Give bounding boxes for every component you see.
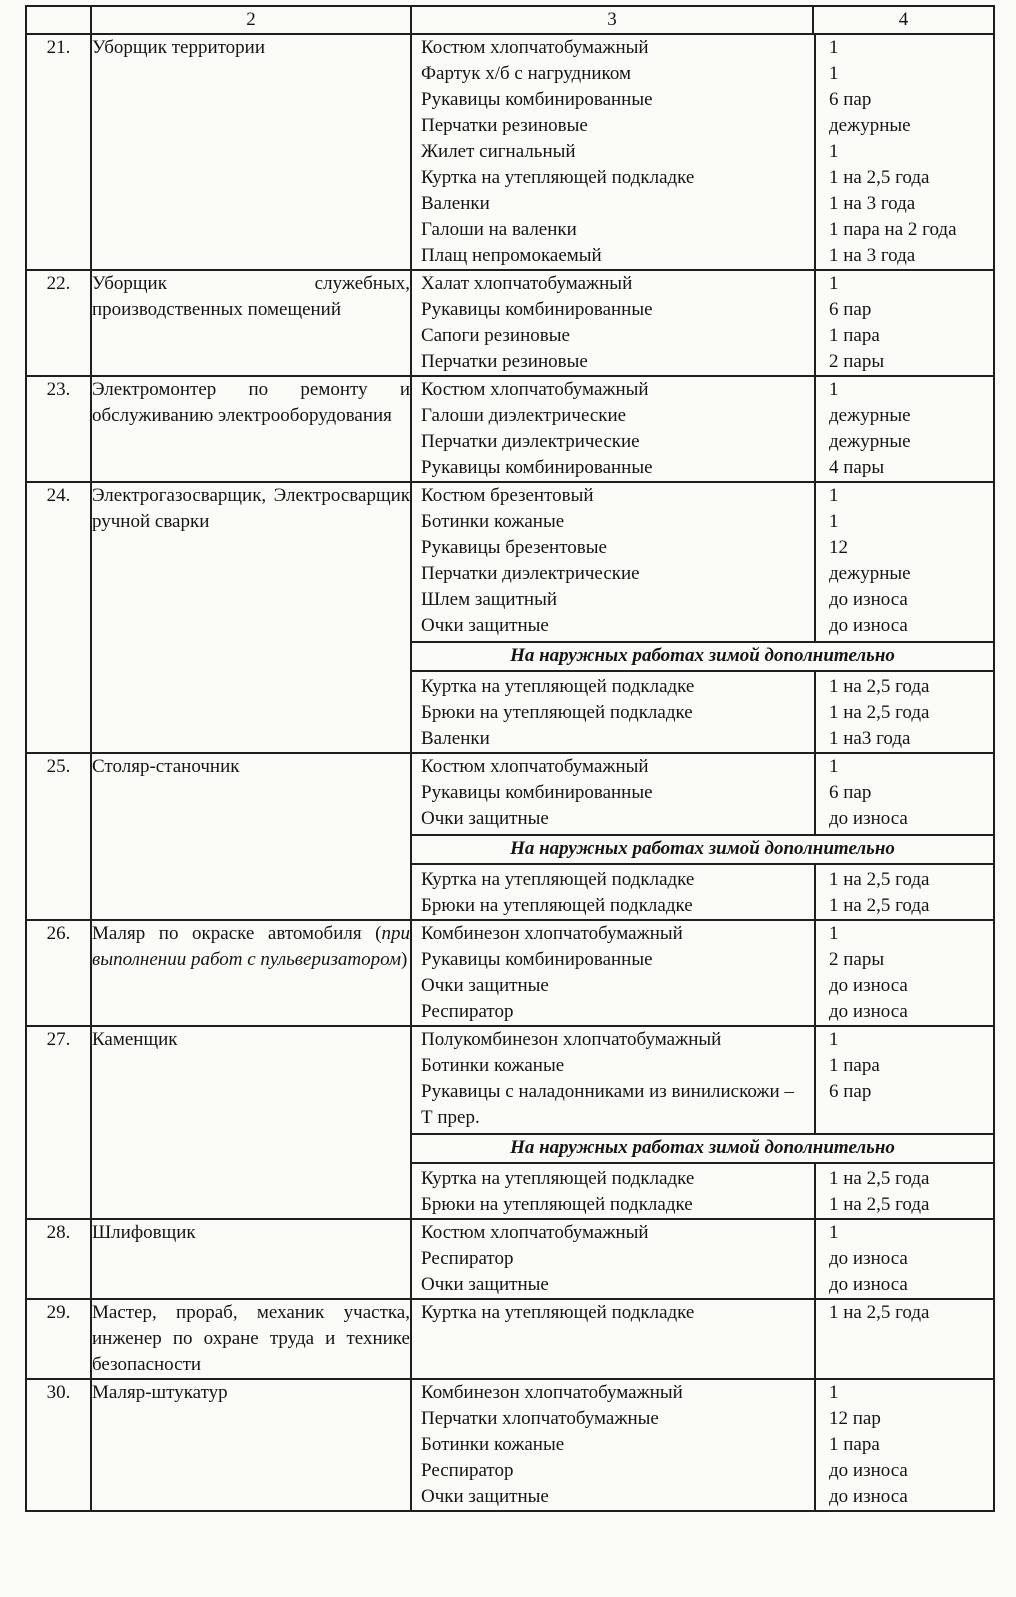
item-norm: 1 <box>829 1222 839 1243</box>
item-name: Галоши диэлектрические <box>421 405 627 426</box>
item-name: Шлем защитный <box>421 589 557 610</box>
item-row <box>412 947 993 973</box>
item-row <box>412 483 993 509</box>
item-row <box>412 349 993 375</box>
item-norm: 1 на 2,5 года <box>829 895 930 916</box>
item-row <box>412 35 993 61</box>
item-name: Ботинки кожаные <box>421 1434 565 1455</box>
item-row <box>412 754 993 780</box>
item-name: Плащ непромокаемый <box>421 245 602 266</box>
item-norm: 1 <box>829 63 839 84</box>
table-row <box>26 376 994 482</box>
item-name: Перчатки хлопчатобумажные <box>421 1408 659 1429</box>
item-norm: 12 <box>829 537 848 558</box>
item-name: Рукавицы комбинированные <box>421 457 653 478</box>
items-cell <box>411 270 994 376</box>
item-name: Брюки на утепляющей подкладке <box>421 1194 693 1215</box>
item-name: Ботинки кожаные <box>421 1055 565 1076</box>
item-name: Куртка на утепляющей подкладке <box>421 676 695 697</box>
item-row <box>412 113 993 139</box>
profession-cell <box>91 482 411 753</box>
item-row <box>412 139 993 165</box>
item-row <box>412 1192 993 1218</box>
table-body <box>26 34 994 1511</box>
item-name: Жилет сигнальный <box>421 141 576 162</box>
item-norm: до износа <box>829 1486 908 1507</box>
item-row <box>412 806 993 832</box>
items-cell <box>411 1299 994 1379</box>
profession-text: Электрогазосварщик, Электросварщик ручной сварки <box>92 485 410 532</box>
header-col-1 <box>26 6 91 34</box>
item-norm: до износа <box>829 615 908 636</box>
item-norm: 1 <box>829 141 839 162</box>
table-row <box>26 920 994 1026</box>
table-row <box>26 482 994 753</box>
item-row <box>412 1027 993 1053</box>
item-row <box>412 1166 993 1192</box>
item-norm: до износа <box>829 589 908 610</box>
table-row <box>26 1379 994 1511</box>
item-row <box>412 297 993 323</box>
profession-cell <box>91 1379 411 1511</box>
item-name: Валенки <box>421 193 490 214</box>
item-norm: до износа <box>829 1248 908 1269</box>
item-row <box>412 867 993 893</box>
row-number: 22. <box>26 270 91 376</box>
profession-cell <box>91 753 411 920</box>
item-norm: до износа <box>829 975 908 996</box>
item-norm: 1 <box>829 379 839 400</box>
item-name: Очки защитные <box>421 1486 549 1507</box>
item-norm: 2 пары <box>829 351 885 372</box>
item-norm: 1 на 2,5 года <box>829 1302 930 1323</box>
row-number: 30. <box>26 1379 91 1511</box>
header-col-3: 3 <box>411 6 813 34</box>
item-name: Рукавицы комбинированные <box>421 949 653 970</box>
item-row <box>412 217 993 243</box>
item-name: Куртка на утепляющей подкладке <box>421 167 695 188</box>
table-row <box>26 753 994 920</box>
item-row <box>412 1053 993 1079</box>
item-name: Рукавицы комбинированные <box>421 299 653 320</box>
item-norm: 1 на3 года <box>829 728 911 749</box>
item-name: Костюм хлопчатобумажный <box>421 1222 649 1243</box>
items-cell <box>411 753 994 920</box>
winter-additional-note: На наружных работах зимой дополнительно <box>412 641 993 672</box>
item-norm: до износа <box>829 808 908 829</box>
item-name: Респиратор <box>421 1460 514 1481</box>
item-norm: 1 <box>829 511 839 532</box>
item-name: Респиратор <box>421 1248 514 1269</box>
row-number: 29. <box>26 1299 91 1379</box>
items-cell <box>411 1379 994 1511</box>
item-name: Очки защитные <box>421 808 549 829</box>
item-norm: 1 на 3 года <box>829 193 916 214</box>
item-row <box>412 191 993 217</box>
item-norm: 1 <box>829 37 839 58</box>
winter-additional-note: На наружных работах зимой дополнительно <box>412 1133 993 1164</box>
item-row <box>412 1406 993 1432</box>
item-row <box>412 1484 993 1510</box>
item-row <box>412 674 993 700</box>
item-row <box>412 1432 993 1458</box>
item-row <box>412 165 993 191</box>
profession-text: Уборщик территории <box>92 37 265 58</box>
item-norm: 2 пары <box>829 949 885 970</box>
row-number: 26. <box>26 920 91 1026</box>
item-norm: 12 пар <box>829 1408 881 1429</box>
items-cell <box>411 34 994 270</box>
item-row <box>412 403 993 429</box>
items-cell <box>411 1219 994 1299</box>
item-name: Халат хлопчатобумажный <box>421 273 633 294</box>
item-row <box>412 726 993 752</box>
item-norm: 1 <box>829 923 839 944</box>
item-norm: 1 пара <box>829 1434 880 1455</box>
item-name: Комбинезон хлопчатобумажный <box>421 1382 683 1403</box>
item-row <box>412 613 993 639</box>
item-norm: 1 <box>829 485 839 506</box>
header-col-2: 2 <box>91 6 411 34</box>
profession-text: Мастер, прораб, механик участка, инженер по охране труда и технике безопасности <box>92 1302 410 1375</box>
item-name: Рукавицы брезентовые <box>421 537 607 558</box>
item-name: Рукавицы комбинированные <box>421 782 653 803</box>
table-row <box>26 1026 994 1219</box>
items-cell <box>411 376 994 482</box>
item-norm: 4 пары <box>829 457 885 478</box>
item-name: Костюм хлопчатобумажный <box>421 37 649 58</box>
item-norm: 6 пар <box>829 782 872 803</box>
item-name: Перчатки диэлектрические <box>421 563 640 584</box>
item-norm: дежурные <box>829 563 911 584</box>
item-row <box>412 973 993 999</box>
item-norm: 1 пара на 2 года <box>829 219 957 240</box>
profession-cell <box>91 270 411 376</box>
item-norm: 1 на 3 года <box>829 245 916 266</box>
item-name: Костюм хлопчатобумажный <box>421 379 649 400</box>
profession-cell <box>91 1299 411 1379</box>
item-norm: 1 на 2,5 года <box>829 1194 930 1215</box>
items-cell <box>411 482 994 753</box>
item-row <box>412 893 993 919</box>
table-row <box>26 270 994 376</box>
item-name: Перчатки резиновые <box>421 351 588 372</box>
table-row <box>26 1219 994 1299</box>
item-name: Брюки на утепляющей подкладке <box>421 895 693 916</box>
item-row <box>412 1246 993 1272</box>
item-name: Полукомбинезон хлопчатобумажный <box>421 1029 722 1050</box>
item-norm: 1 пара <box>829 325 880 346</box>
item-row <box>412 455 993 481</box>
item-norm: 1 <box>829 273 839 294</box>
profession-cell <box>91 34 411 270</box>
item-norm: до износа <box>829 1274 908 1295</box>
header-col-4: 4 <box>813 6 994 34</box>
item-name: Респиратор <box>421 1001 514 1022</box>
item-norm: дежурные <box>829 115 911 136</box>
item-row <box>412 509 993 535</box>
item-norm: 6 пар <box>829 1081 872 1102</box>
profession-text: Маляр по окраске автомобиля ( <box>92 923 382 944</box>
row-number: 27. <box>26 1026 91 1219</box>
item-row <box>412 1300 993 1326</box>
row-number: 23. <box>26 376 91 482</box>
item-norm: 6 пар <box>829 89 872 110</box>
item-row <box>412 587 993 613</box>
item-name: Куртка на утепляющей подкладке <box>421 1168 695 1189</box>
item-norm: до износа <box>829 1460 908 1481</box>
profession-text: ) <box>401 949 408 970</box>
item-name: Очки защитные <box>421 1274 549 1295</box>
item-norm: 6 пар <box>829 299 872 320</box>
item-row <box>412 1272 993 1298</box>
row-number: 21. <box>26 34 91 270</box>
item-norm: 1 на 2,5 года <box>829 676 930 697</box>
item-name: Перчатки резиновые <box>421 115 588 136</box>
item-name: Рукавицы комбинированные <box>421 89 653 110</box>
item-name: Комбинезон хлопчатобумажный <box>421 923 683 944</box>
item-norm: дежурные <box>829 405 911 426</box>
item-name: Рукавицы с наладонниками из винилискожи – Т прер. <box>421 1081 794 1128</box>
item-row <box>412 921 993 947</box>
item-norm: 1 пара <box>829 1055 880 1076</box>
item-name: Костюм брезентовый <box>421 485 594 506</box>
item-norm: до износа <box>829 1001 908 1022</box>
item-row <box>412 87 993 113</box>
table-row <box>26 1299 994 1379</box>
item-norm: 1 <box>829 756 839 777</box>
item-norm: дежурные <box>829 431 911 452</box>
item-norm: 1 на 2,5 года <box>829 869 930 890</box>
items-cell <box>411 920 994 1026</box>
item-name: Очки защитные <box>421 615 549 636</box>
item-row <box>412 535 993 561</box>
items-cell <box>411 1026 994 1219</box>
item-row <box>412 1220 993 1246</box>
item-name: Куртка на утепляющей подкладке <box>421 869 695 890</box>
profession-text: Шлифовщик <box>92 1222 196 1243</box>
item-name: Валенки <box>421 728 490 749</box>
item-name: Костюм хлопчатобумажный <box>421 756 649 777</box>
profession-cell <box>91 1026 411 1219</box>
profession-text: Столяр-станочник <box>92 756 240 777</box>
item-norm: 1 на 2,5 года <box>829 167 930 188</box>
profession-text-italic: при выполнении работ с пульверизатором <box>92 923 410 970</box>
ppe-norms-table <box>25 5 995 1512</box>
item-row <box>412 429 993 455</box>
row-number: 24. <box>26 482 91 753</box>
row-number: 25. <box>26 753 91 920</box>
table-header-row <box>26 6 994 34</box>
item-name: Фартук х/б с нагрудником <box>421 63 631 84</box>
winter-additional-note: На наружных работах зимой дополнительно <box>412 834 993 865</box>
item-row <box>412 999 993 1025</box>
item-row <box>412 1079 993 1131</box>
item-row <box>412 780 993 806</box>
item-name: Ботинки кожаные <box>421 511 565 532</box>
item-name: Галоши на валенки <box>421 219 577 240</box>
table-row <box>26 34 994 270</box>
item-row <box>412 700 993 726</box>
item-row <box>412 377 993 403</box>
item-row <box>412 61 993 87</box>
item-name: Сапоги резиновые <box>421 325 570 346</box>
item-name: Куртка на утепляющей подкладке <box>421 1302 695 1323</box>
item-row <box>412 323 993 349</box>
profession-text: Каменщик <box>92 1029 178 1050</box>
item-row <box>412 243 993 269</box>
profession-cell <box>91 920 411 1026</box>
item-norm: 1 на 2,5 года <box>829 1168 930 1189</box>
item-norm: 1 <box>829 1382 839 1403</box>
item-name: Перчатки диэлектрические <box>421 431 640 452</box>
profession-text: Электромонтер по ремонту и обслуживанию электрооборудования <box>92 379 410 426</box>
profession-text: Маляр-штукатур <box>92 1382 228 1403</box>
row-number: 28. <box>26 1219 91 1299</box>
item-norm: 1 на 2,5 года <box>829 702 930 723</box>
item-row <box>412 271 993 297</box>
item-norm: 1 <box>829 1029 839 1050</box>
item-name: Очки защитные <box>421 975 549 996</box>
item-row <box>412 1380 993 1406</box>
profession-cell <box>91 376 411 482</box>
item-row <box>412 561 993 587</box>
item-row <box>412 1458 993 1484</box>
profession-cell <box>91 1219 411 1299</box>
profession-text: Уборщик служебных, производственных помещений <box>92 273 410 320</box>
item-name: Брюки на утепляющей подкладке <box>421 702 693 723</box>
